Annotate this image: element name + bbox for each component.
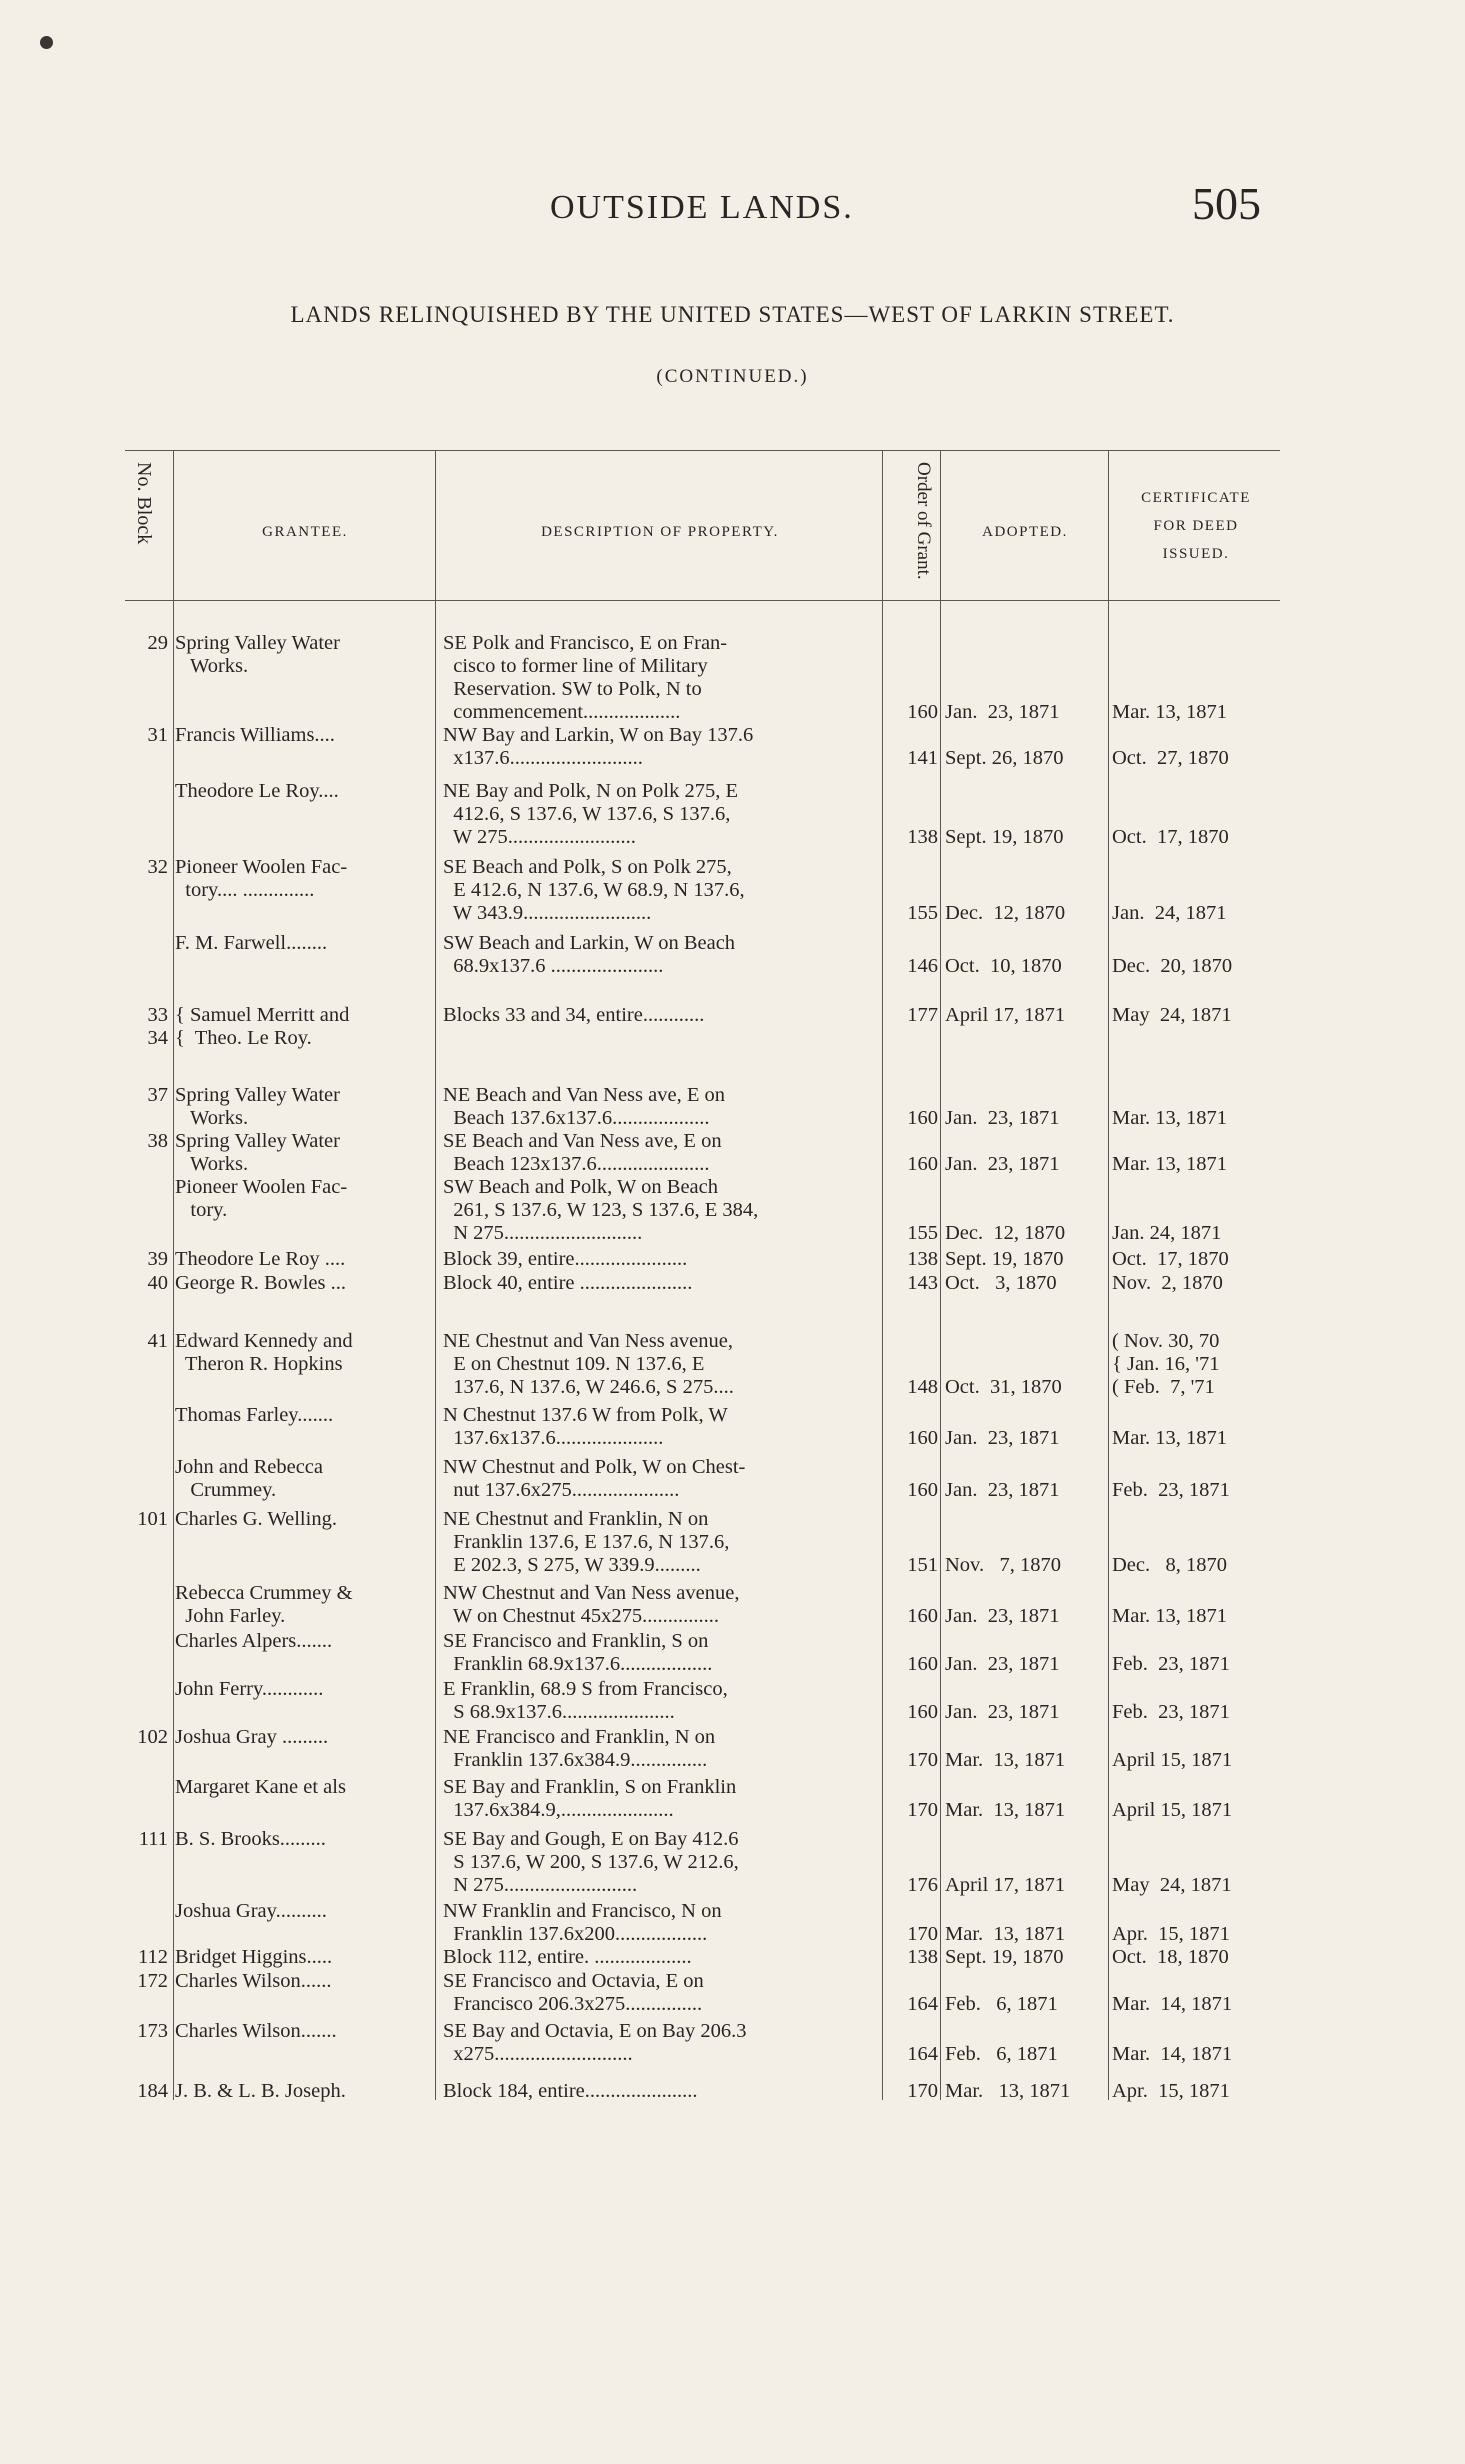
order-of-grant: 138 xyxy=(907,1946,938,1968)
order-of-grant: 143 xyxy=(907,1272,938,1294)
column-header-order: Order of Grant. xyxy=(913,462,934,580)
property-description: NW Franklin and Francisco, N on Franklin 137.6x200.................. xyxy=(443,1900,722,1945)
property-description: E Franklin, 68.9 S from Francisco, S 68.9x137.6...................... xyxy=(443,1678,728,1723)
running-head xyxy=(0,178,1465,235)
adopted-date: Sept. 19, 1870 xyxy=(945,826,1064,848)
grantee: F. M. Farwell........ xyxy=(175,932,328,954)
order-of-grant: 160 xyxy=(907,1479,938,1501)
certificate-date: Oct. 18, 1870 xyxy=(1112,1946,1229,1968)
adopted-date: Dec. 12, 1870 xyxy=(945,902,1066,924)
order-of-grant: 170 xyxy=(907,1923,938,1945)
order-of-grant: 170 xyxy=(907,1799,938,1821)
block-number: 33 34 xyxy=(147,1004,168,1049)
certificate-date: ( Nov. 30, 70 { Jan. 16, '71 ( Feb. 7, '71 xyxy=(1112,1330,1220,1398)
certificate-date: Mar. 13, 1871 xyxy=(1112,1153,1228,1175)
certificate-date: Mar. 13, 1871 xyxy=(1112,1427,1228,1449)
order-of-grant: 160 xyxy=(907,1107,938,1129)
certificate-date: Apr. 15, 1871 xyxy=(1112,1923,1230,1945)
certificate-date: Dec. 8, 1870 xyxy=(1112,1554,1228,1576)
block-number: 40 xyxy=(147,1272,168,1294)
adopted-date: Oct. 3, 1870 xyxy=(945,1272,1057,1294)
property-description: SE Polk and Francisco, E on Fran- cisco to former line of Military Reservation. SW to Polk, N to commencement................... xyxy=(443,632,728,723)
grantee: Pioneer Woolen Fac- tory. xyxy=(175,1176,348,1221)
block-number: 172 xyxy=(137,1970,168,1992)
block-number: 111 xyxy=(138,1828,168,1850)
property-description: Block 40, entire ...................... xyxy=(443,1272,693,1294)
certificate-date: Oct. 17, 1870 xyxy=(1112,826,1229,848)
page-title: LANDS RELINQUISHED BY THE UNITED STATES—WEST OF LARKIN STREET. xyxy=(290,302,1175,327)
property-description: NW Bay and Larkin, W on Bay 137.6 x137.6.......................... xyxy=(443,724,754,769)
order-of-grant: 148 xyxy=(907,1376,938,1398)
property-description: NE Francisco and Franklin, N on Franklin 137.6x384.9............... xyxy=(443,1726,716,1771)
property-description: SW Beach and Larkin, W on Beach 68.9x137.6 ...................... xyxy=(443,932,736,977)
grantee: John Ferry............ xyxy=(175,1678,324,1700)
property-description: SE Bay and Gough, E on Bay 412.6 S 137.6, W 200, S 137.6, W 212.6, N 275.......................... xyxy=(443,1828,739,1896)
adopted-date: Jan. 23, 1871 xyxy=(945,1479,1060,1501)
grantee: Thomas Farley....... xyxy=(175,1404,334,1426)
property-description: N Chestnut 137.6 W from Polk, W 137.6x137.6..................... xyxy=(443,1404,728,1449)
order-of-grant: 160 xyxy=(907,1427,938,1449)
grantee: Spring Valley Water Works. xyxy=(175,1130,340,1175)
order-of-grant: 138 xyxy=(907,826,938,848)
certificate-date: April 15, 1871 xyxy=(1112,1799,1233,1821)
grantee: Francis Williams.... xyxy=(175,724,335,746)
adopted-date: Oct. 10, 1870 xyxy=(945,955,1062,977)
block-number: 41 xyxy=(147,1330,168,1352)
block-number: 31 xyxy=(147,724,168,746)
adopted-date: Sept. 19, 1870 xyxy=(945,1248,1064,1270)
adopted-date: Jan. 23, 1871 xyxy=(945,1107,1060,1129)
property-description: SW Beach and Polk, W on Beach 261, S 137.6, W 123, S 137.6, E 384, N 275........................... xyxy=(443,1176,759,1244)
order-of-grant: 170 xyxy=(907,1749,938,1771)
adopted-date: Mar. 13, 1871 xyxy=(945,1799,1066,1821)
property-description: NE Chestnut and Van Ness avenue, E on Chestnut 109. N 137.6, E 137.6, N 137.6, W 246.6, S 275.... xyxy=(443,1330,734,1398)
block-number: 173 xyxy=(137,2020,168,2042)
grantee: Joshua Gray.......... xyxy=(175,1900,327,1922)
property-description: Block 184, entire...................... xyxy=(443,2080,698,2102)
grantee: Edward Kennedy and Theron R. Hopkins xyxy=(175,1330,353,1375)
certificate-date: Apr. 15, 1871 xyxy=(1112,2080,1230,2102)
grantee: Theodore Le Roy.... xyxy=(175,780,339,802)
certificate-date: Feb. 23, 1871 xyxy=(1112,1701,1230,1723)
col-sep-adopted xyxy=(1108,450,1109,2100)
grantee: Theodore Le Roy .... xyxy=(175,1248,346,1270)
property-description: SE Beach and Polk, S on Polk 275, E 412.6, N 137.6, W 68.9, N 137.6, W 343.9......................... xyxy=(443,856,745,924)
grantee: J. B. & L. B. Joseph. xyxy=(175,2080,346,2102)
grantee: Charles Wilson....... xyxy=(175,2020,337,2042)
certificate-date: Mar. 13, 1871 xyxy=(1112,701,1228,723)
order-of-grant: 164 xyxy=(907,2043,938,2065)
grantee: George R. Bowles ... xyxy=(175,1272,347,1294)
adopted-date: Feb. 6, 1871 xyxy=(945,1993,1058,2015)
grantee: Joshua Gray ......... xyxy=(175,1726,329,1748)
property-description: NW Chestnut and Van Ness avenue, W on Chestnut 45x275............... xyxy=(443,1582,740,1627)
adopted-date: Feb. 6, 1871 xyxy=(945,2043,1058,2065)
running-title: OUTSIDE LANDS. xyxy=(550,189,854,226)
grantee: John and Rebecca Crummey. xyxy=(175,1456,323,1501)
ink-mark xyxy=(40,36,53,49)
order-of-grant: 160 xyxy=(907,1605,938,1627)
property-description: SE Bay and Franklin, S on Franklin 137.6x384.9,...................... xyxy=(443,1776,737,1821)
property-description: SE Francisco and Franklin, S on Franklin 68.9x137.6.................. xyxy=(443,1630,713,1675)
property-description: SE Beach and Van Ness ave, E on Beach 123x137.6...................... xyxy=(443,1130,722,1175)
col-sep-grantee xyxy=(435,450,436,2100)
adopted-date: April 17, 1871 xyxy=(945,1004,1066,1026)
property-description: SE Francisco and Octavia, E on Francisco 206.3x275............... xyxy=(443,1970,704,2015)
order-of-grant: 141 xyxy=(907,747,938,769)
property-description: NE Chestnut and Franklin, N on Franklin 137.6, E 137.6, N 137.6, E 202.3, S 275, W 339.9......... xyxy=(443,1508,730,1576)
order-of-grant: 177 xyxy=(907,1004,938,1026)
certificate-date: Mar. 14, 1871 xyxy=(1112,2043,1233,2065)
order-of-grant: 176 xyxy=(907,1874,938,1896)
order-of-grant: 138 xyxy=(907,1248,938,1270)
adopted-date: Jan. 23, 1871 xyxy=(945,1653,1060,1675)
order-of-grant: 160 xyxy=(907,1153,938,1175)
adopted-date: Jan. 23, 1871 xyxy=(945,701,1060,723)
property-description: Blocks 33 and 34, entire............ xyxy=(443,1004,705,1026)
column-header-description: DESCRIPTION OF PROPERTY. xyxy=(541,524,779,540)
block-number: 112 xyxy=(138,1946,168,1968)
block-number: 29 xyxy=(147,632,168,654)
grantee: Pioneer Woolen Fac- tory.... .............. xyxy=(175,856,348,901)
column-header-adopted: ADOPTED. xyxy=(982,524,1068,540)
certificate-date: Dec. 20, 1870 xyxy=(1112,955,1233,977)
certificate-date: April 15, 1871 xyxy=(1112,1749,1233,1771)
block-number: 39 xyxy=(147,1248,168,1270)
order-of-grant: 151 xyxy=(907,1554,938,1576)
grantee: Spring Valley Water Works. xyxy=(175,1084,340,1129)
grantee: Charles Alpers....... xyxy=(175,1630,333,1652)
certificate-date: Mar. 13, 1871 xyxy=(1112,1107,1228,1129)
adopted-date: Nov. 7, 1870 xyxy=(945,1554,1061,1576)
certificate-date: Mar. 13, 1871 xyxy=(1112,1605,1228,1627)
block-number: 37 xyxy=(147,1084,168,1106)
block-number: 38 xyxy=(147,1130,168,1152)
block-number: 32 xyxy=(147,856,168,878)
order-of-grant: 155 xyxy=(907,902,938,924)
page-subtitle: (CONTINUED.) xyxy=(656,366,809,387)
column-header-grantee: GRANTEE. xyxy=(262,524,348,540)
order-of-grant: 160 xyxy=(907,1653,938,1675)
adopted-date: Oct. 31, 1870 xyxy=(945,1376,1062,1398)
col-sep-block xyxy=(173,450,174,2100)
order-of-grant: 160 xyxy=(907,701,938,723)
order-of-grant: 170 xyxy=(907,2080,938,2102)
certificate-date: Feb. 23, 1871 xyxy=(1112,1653,1230,1675)
order-of-grant: 146 xyxy=(907,955,938,977)
certificate-date: Oct. 27, 1870 xyxy=(1112,747,1229,769)
adopted-date: Jan. 23, 1871 xyxy=(945,1605,1060,1627)
grantee: Charles G. Welling. xyxy=(175,1508,337,1530)
block-number: 102 xyxy=(137,1726,168,1748)
certificate-date: Oct. 17, 1870 xyxy=(1112,1248,1229,1270)
certificate-date: Jan. 24, 1871 xyxy=(1112,902,1227,924)
property-description: Block 39, entire...................... xyxy=(443,1248,688,1270)
certificate-date: Feb. 23, 1871 xyxy=(1112,1479,1230,1501)
certificate-date: Jan. 24, 1871 xyxy=(1112,1222,1222,1244)
adopted-date: Jan. 23, 1871 xyxy=(945,1427,1060,1449)
certificate-date: Nov. 2, 1870 xyxy=(1112,1272,1223,1294)
adopted-date: Jan. 23, 1871 xyxy=(945,1153,1060,1175)
property-description: NE Beach and Van Ness ave, E on Beach 137.6x137.6................... xyxy=(443,1084,725,1129)
column-header-block: No. Block xyxy=(133,462,155,545)
block-number: 184 xyxy=(137,2080,168,2102)
property-description: NE Bay and Polk, N on Polk 275, E 412.6, S 137.6, W 137.6, S 137.6, W 275......................... xyxy=(443,780,738,848)
property-description: SE Bay and Octavia, E on Bay 206.3 x275........................... xyxy=(443,2020,747,2065)
grantee: Rebecca Crummey & John Farley. xyxy=(175,1582,353,1627)
certificate-date: May 24, 1871 xyxy=(1112,1874,1232,1896)
certificate-date: Mar. 14, 1871 xyxy=(1112,1993,1233,2015)
table-top-rule xyxy=(125,450,1280,451)
grantee: B. S. Brooks......... xyxy=(175,1828,326,1850)
order-of-grant: 160 xyxy=(907,1701,938,1723)
grantee: { Samuel Merritt and { Theo. Le Roy. xyxy=(175,1004,350,1049)
property-description: NW Chestnut and Polk, W on Chest- nut 137.6x275..................... xyxy=(443,1456,746,1501)
grantee: Spring Valley Water Works. xyxy=(175,632,340,677)
header-bottom-rule xyxy=(125,600,1280,601)
adopted-date: Dec. 12, 1870 xyxy=(945,1222,1066,1244)
certificate-date: May 24, 1871 xyxy=(1112,1004,1232,1026)
block-number: 101 xyxy=(137,1508,168,1530)
page-number: 505 xyxy=(1192,178,1261,229)
grantee: Margaret Kane et als xyxy=(175,1776,346,1798)
col-sep-order xyxy=(940,450,941,2100)
adopted-date: Sept. 19, 1870 xyxy=(945,1946,1064,1968)
property-description: Block 112, entire. ................... xyxy=(443,1946,692,1968)
adopted-date: April 17, 1871 xyxy=(945,1874,1066,1896)
adopted-date: Mar. 13, 1871 xyxy=(945,2080,1071,2102)
column-header-certificate: CERTIFICATE FOR DEED ISSUED. xyxy=(1141,490,1251,562)
grantee: Bridget Higgins..... xyxy=(175,1946,333,1968)
order-of-grant: 164 xyxy=(907,1993,938,2015)
grantee: Charles Wilson...... xyxy=(175,1970,332,1992)
adopted-date: Sept. 26, 1870 xyxy=(945,747,1064,769)
adopted-date: Mar. 13, 1871 xyxy=(945,1923,1066,1945)
adopted-date: Jan. 23, 1871 xyxy=(945,1701,1060,1723)
order-of-grant: 155 xyxy=(907,1222,938,1244)
adopted-date: Mar. 13, 1871 xyxy=(945,1749,1066,1771)
